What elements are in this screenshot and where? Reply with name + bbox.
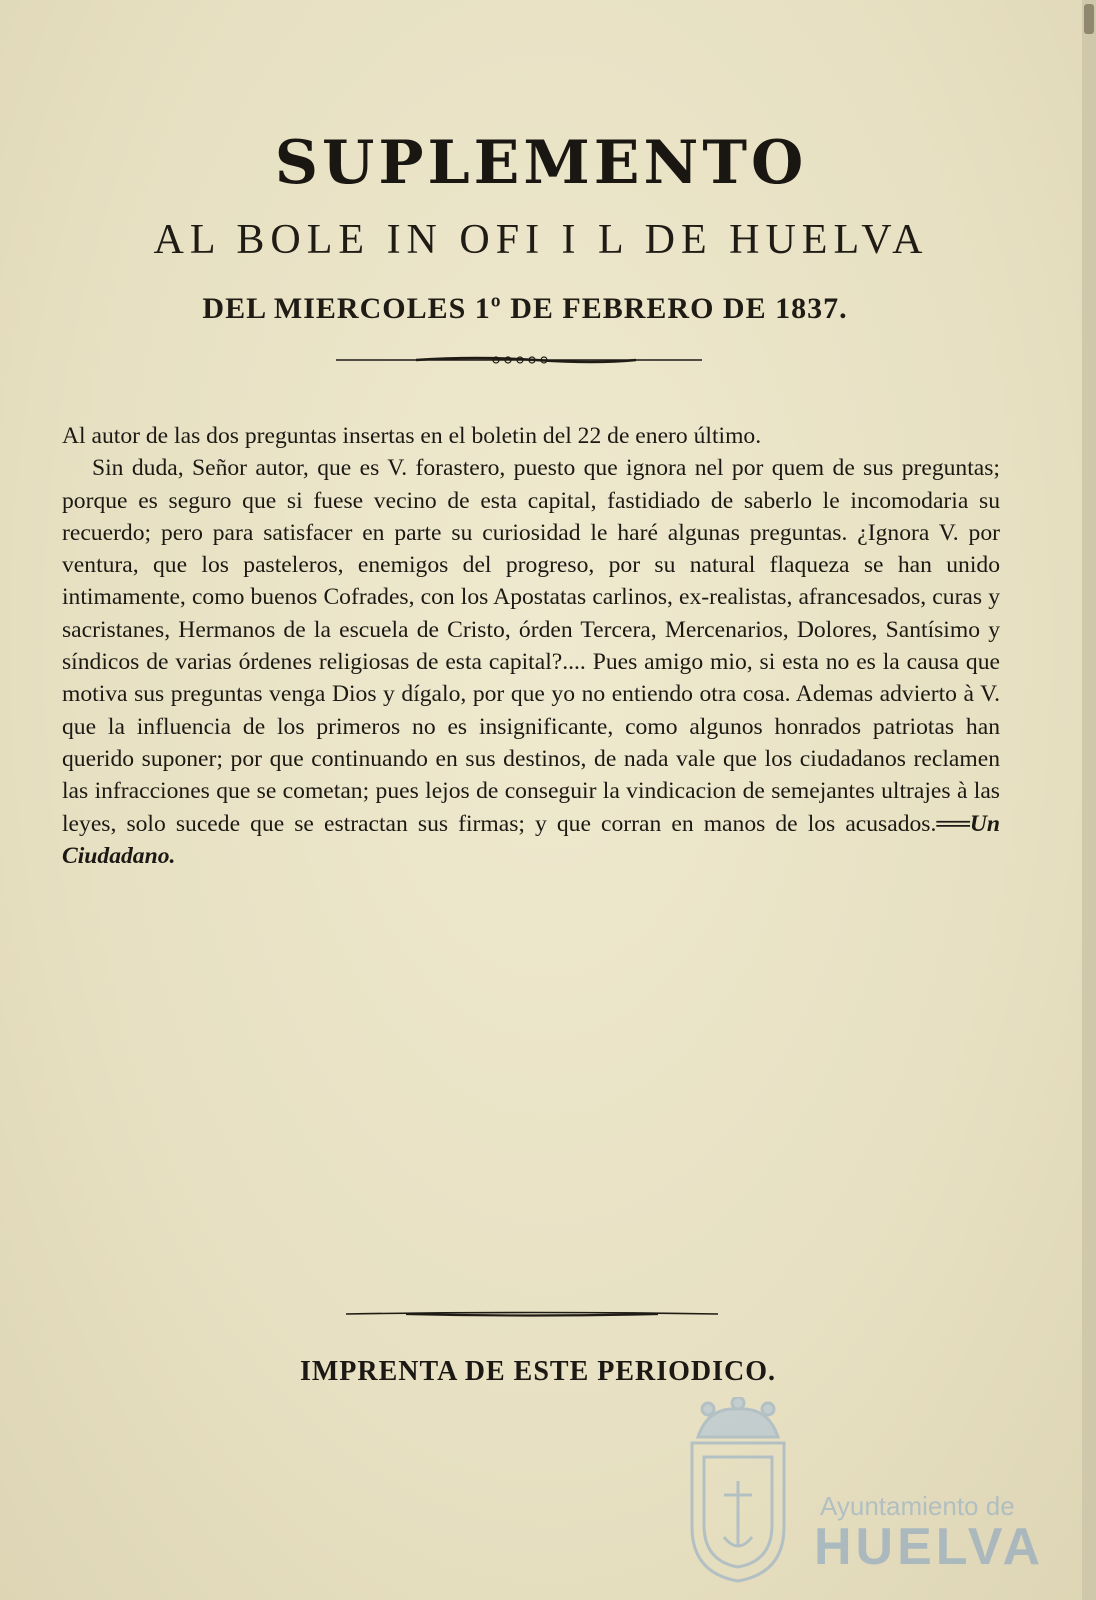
masthead-date: DEL MIERCOLES 1º DE FEBRERO DE 1837.: [202, 292, 848, 325]
watermark-line1: Ayuntamiento de: [820, 1491, 1015, 1521]
archive-watermark: [678, 1397, 1045, 1587]
coat-of-arms-icon: [678, 1397, 798, 1587]
closing-rule: [346, 1310, 718, 1318]
article-body: [62, 420, 1000, 872]
ornamental-rule: [336, 355, 702, 365]
masthead-subtitle: AL BOLE IN OFI I L DE HUELVA: [153, 217, 929, 263]
article-intro: Al autor de las dos preguntas insertas en el boletin del 22 de enero último.: [62, 423, 762, 449]
article-text: Sin duda, Señor autor, que es V. forastero, puesto que ignora nel por quem de sus preguntas; porque es seguro que si fuese vecino de esta capital, fastidiado de saberlo le incomodaria su recuerdo; pero para satisfacer en parte su curiosidad le haré algunas preguntas. ¿Ignora V. por ventura, que los pasteleros, enemigos del progreso, por su natural flaqueza se han unido intimamente, como buenos Cofrades, con los Apostatas carlinos, ex-realistas, afrancesados, curas y sacristanes, Hermanos de la escuela de Cristo, órden Tercera, Mercenarios, Dolores, Santísimo y síndicos de varias órdenes religiosas de esta capital?.... Pues amigo mio, si esta no es la causa que motiva sus preguntas venga Dios y dígalo, por que yo no entiendo otra cosa. Ademas advierto à V. que la influencia de los primeros no es insignificante, como algunos honrados patriotas han querido suponer; por que continuando en sus destinos, de nada vale que los ciudadanos reclamen las infracciones que se cometan; pues lejos de conseguir la vindicacion de semejantes ultrajes à las leyes, solo sucede que se estractan sus firmas; y que corran en manos de los acusados.: [62, 455, 1000, 837]
masthead-title: SUPLEMENTO: [274, 128, 808, 198]
scrollbar-thumb[interactable]: [1084, 4, 1094, 34]
signature-dash: ══: [936, 810, 970, 837]
printer-imprint: IMPRENTA DE ESTE PERIODICO.: [299, 1356, 777, 1387]
watermark-line2: HUELVA: [814, 1518, 1045, 1576]
article-signature: Un Ciudadano.: [62, 810, 1000, 869]
article-paragraph: [62, 452, 1000, 872]
scrollbar[interactable]: [1082, 0, 1096, 1600]
